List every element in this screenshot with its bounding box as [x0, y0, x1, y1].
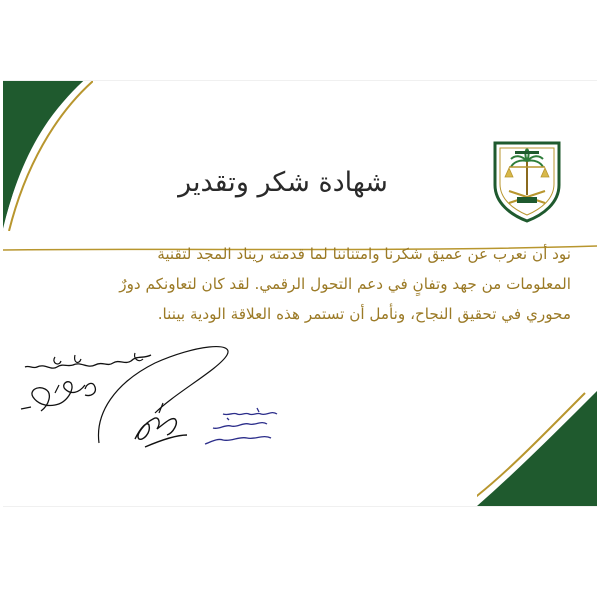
- certificate: [3, 80, 597, 507]
- body-line: المعلومات من جهد وتفانٍ في دعم التحول الرقمي. لقد كان لتعاونكم دورٌ: [119, 275, 571, 293]
- corner-decoration-top-left: [3, 81, 93, 231]
- certificate-body: [43, 239, 571, 329]
- certificate-title: شهادة شكر وتقدير: [178, 167, 388, 198]
- corner-decoration-bottom-right: [477, 391, 597, 506]
- body-line: محوري في تحقيق النجاح، ونأمل أن تستمر هذه العلاقة الودية بيننا.: [157, 305, 571, 323]
- body-line: نود أن نعرب عن عميق شكرنا وامتناننا لما قدمته ريناد المجد لتقنية: [157, 245, 571, 263]
- emblem-crest-icon: [491, 137, 563, 223]
- signature-right: [197, 406, 287, 456]
